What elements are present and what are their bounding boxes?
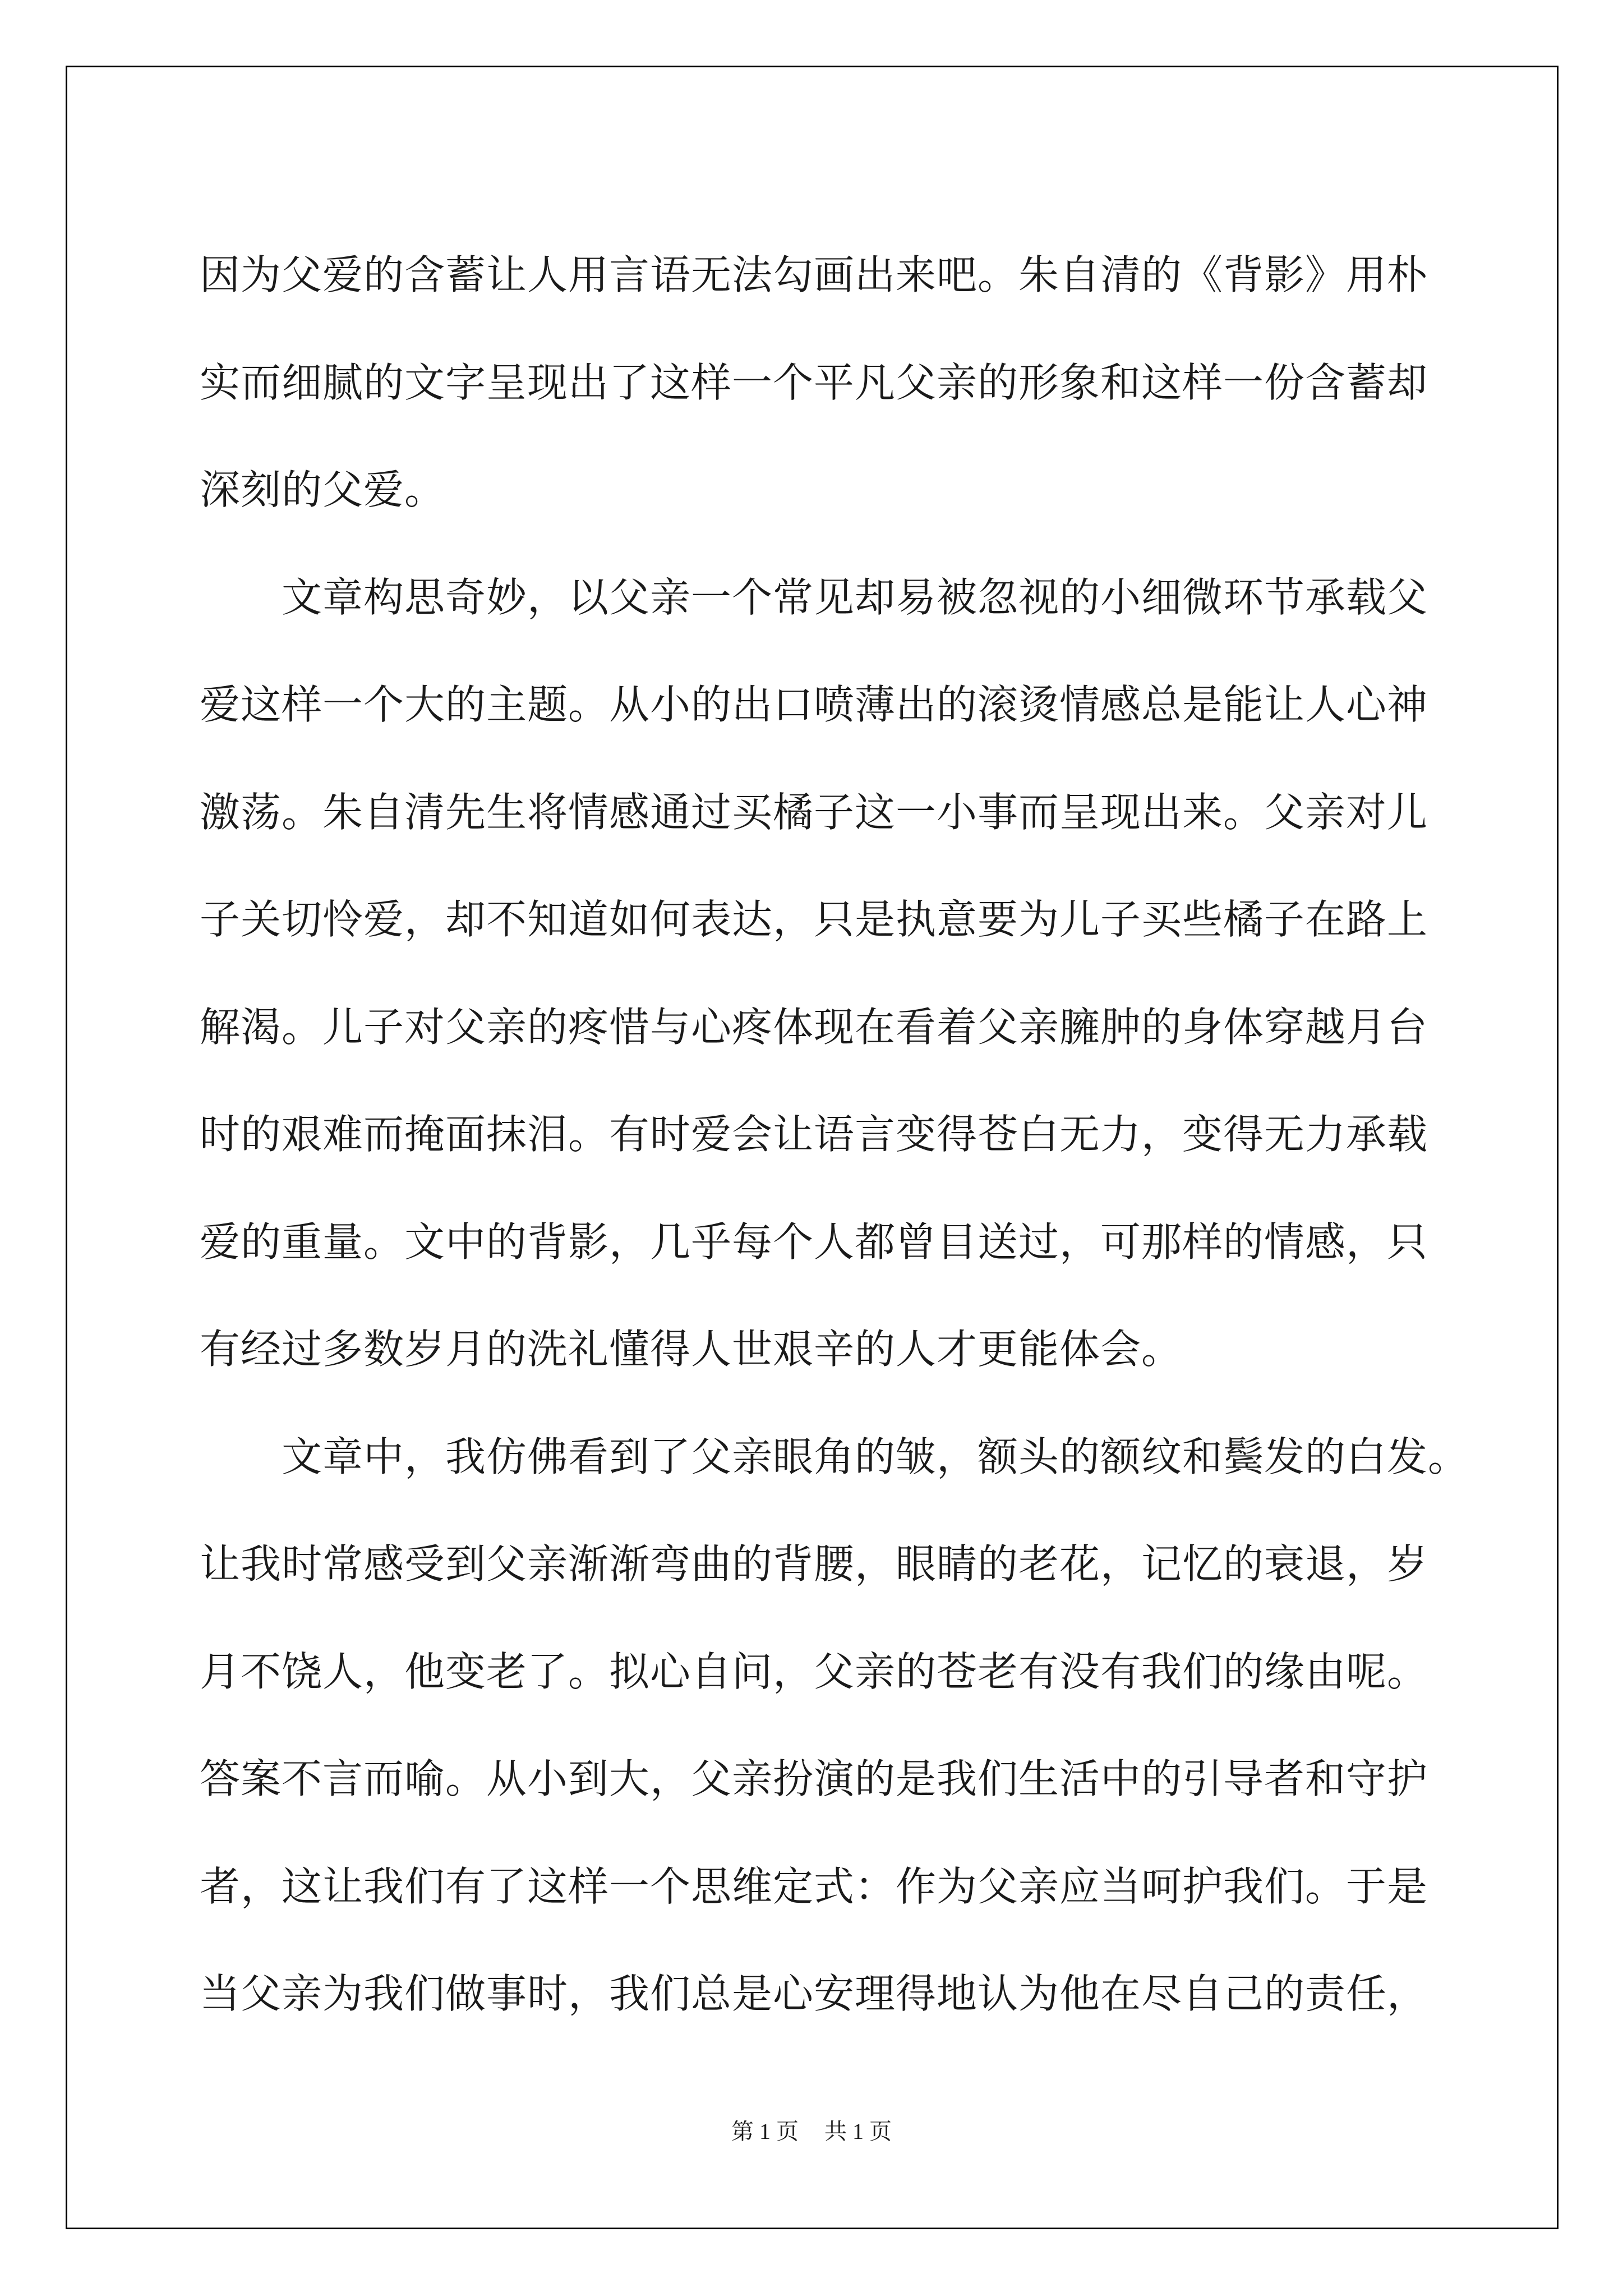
document-body <box>200 222 1469 2048</box>
text-line: 深刻的父爱。 <box>200 466 446 513</box>
text-line: 实而细腻的文字呈现出了这样一个平凡父亲的形象和这样一份含蓄却 <box>200 358 1428 406</box>
text-line: 子关切怜爱，却不知道如何表达，只是执意要为儿子买些橘子在路上 <box>200 896 1428 943</box>
text-line: 文章构思奇妙，以父亲一个常见却易被忽视的小细微环节承载父 <box>200 573 1428 621</box>
page-footer <box>0 2118 1623 2146</box>
text-line: 时的艰难而掩面抹泪。有时爱会让语言变得苍白无力，变得无力承载 <box>200 1111 1428 1158</box>
text-line: 者，这让我们有了这样一个思维定式：作为父亲应当呵护我们。于是 <box>200 1862 1428 1910</box>
text-line: 文章中，我仿佛看到了父亲眼角的皱，额头的额纹和鬓发的白发。 <box>200 1433 1469 1480</box>
text-line: 月不饶人，他变老了。拟心自问，父亲的苍老有没有我们的缘由呢。 <box>200 1648 1428 1695</box>
text-line: 爱的重量。文中的背影，几乎每个人都曾目送过，可那样的情感，只 <box>200 1218 1428 1266</box>
text-line: 激荡。朱自清先生将情感通过买橘子这一小事而呈现出来。父亲对儿 <box>200 788 1428 836</box>
text-line: 答案不言而喻。从小到大，父亲扮演的是我们生活中的引导者和守护 <box>200 1755 1428 1802</box>
text-line: 因为父爱的含蓄让人用言语无法勾画出来吧。朱自清的《背影》用朴 <box>200 251 1428 298</box>
text-line: 当父亲为我们做事时，我们总是心安理得地认为他在尽自己的责任， <box>200 1970 1428 2017</box>
text-line: 让我时常感受到父亲渐渐弯曲的背腰，眼睛的老花，记忆的衰退，岁 <box>200 1540 1428 1588</box>
text-line: 爱这样一个大的主题。从小的出口喷薄出的滚烫情感总是能让人心神 <box>200 681 1428 728</box>
total-pages: 共 1 页 <box>824 2119 892 2144</box>
page-number: 第 1 页 <box>731 2119 799 2144</box>
text-line: 有经过多数岁月的洗礼懂得人世艰辛的人才更能体会。 <box>200 1326 1183 1373</box>
text-line: 解渴。儿子对父亲的疼惜与心疼体现在看着父亲臃肿的身体穿越月台 <box>200 1003 1428 1051</box>
